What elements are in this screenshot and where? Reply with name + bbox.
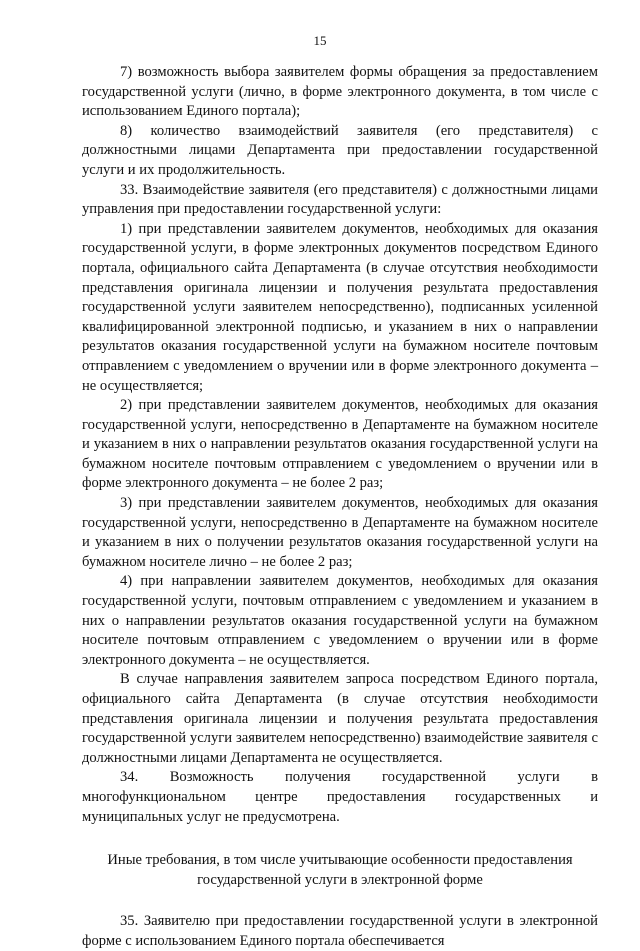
paragraph-33: 33. Взаимодействие заявителя (его представителя) с должностными лицами управления при предоставлении государственной услуги: <box>82 181 598 218</box>
paragraph-33-item-1: 1) при представлении заявителем документов, необходимых для оказания государственной услуги, в форме электронных документов посредством Единого портала, официального сайта Департамента (в случае отсутствия необходимости представления оригинала лицензии и получения результата предоставления государственной услуги заявителем непосредственно), подписанных усиленной квалифицированной электронной подписью, и указанием в них о направлении результатов оказания государственной услуги на бумажном носителе почтовым отправлением с уведомлением о вручении или в форме электронного документа – не осуществляется; <box>82 220 598 394</box>
section-heading-line-2: государственной услуги в электронной форме <box>197 872 483 889</box>
paragraph-33-item-4: 4) при направлении заявителем документов, необходимых для оказания государственной услуги, почтовым отправлением с уведомлением и указанием в них о направлении результатов оказания государственной услуги на бумажном носителе почтовым отправлением с уведомлением о вручении или в форме электронного документа – не осуществляется. <box>82 573 598 668</box>
paragraph-33-item-3: 3) при представлении заявителем документов, необходимых для оказания государственной услуги, непосредственно в Департаменте на бумажном носителе и указанием в них о получении результатов оказания государственной услуги на бумажном носителе лично – не более 2 раз; <box>82 495 598 570</box>
section-heading-line-1: Иные требования, в том числе учитывающие особенности предоставления <box>107 852 573 869</box>
document-body <box>82 63 598 951</box>
section-heading <box>82 850 598 890</box>
paragraph-35: 35. Заявителю при предоставлении государственной услуги в электронной форме с использованием Единого портала обеспечивается <box>82 913 598 949</box>
paragraph-34: 34. Возможность получения государственной услуги в многофункциональном центре предоставления государственных и муниципальных услуг не предусмотрена. <box>82 769 598 825</box>
page-number: 15 <box>313 33 327 48</box>
paragraph-item-8: 8) количество взаимодействий заявителя (его представителя) с должностными лицами Департамента при предоставлении государственной услуги и их продолжительность. <box>82 122 598 178</box>
paragraph-item-7: 7) возможность выбора заявителем формы обращения за предоставлением государственной услуги (лично, в форме электронного документа, в том числе с использованием Единого портала); <box>82 64 598 120</box>
paragraph-portal-note: В случае направления заявителем запроса посредством Единого портала, официального сайта Департамента (в случае отсутствия необходимости представления оригинала лицензии и получения результата предоставления государственной услуги заявителем непосредственно) взаимодействие заявителя с должностными лицами Департамента не осуществляется. <box>82 671 598 766</box>
paragraph-33-item-2: 2) при представлении заявителем документов, необходимых для оказания государственной услуги, непосредственно в Департаменте на бумажном носителе и указанием в них о направлении результатов оказания государственной услуги на бумажном носителе почтовым отправлением с уведомлением о вручении или в форме электронного документа – не более 2 раз; <box>82 397 598 492</box>
